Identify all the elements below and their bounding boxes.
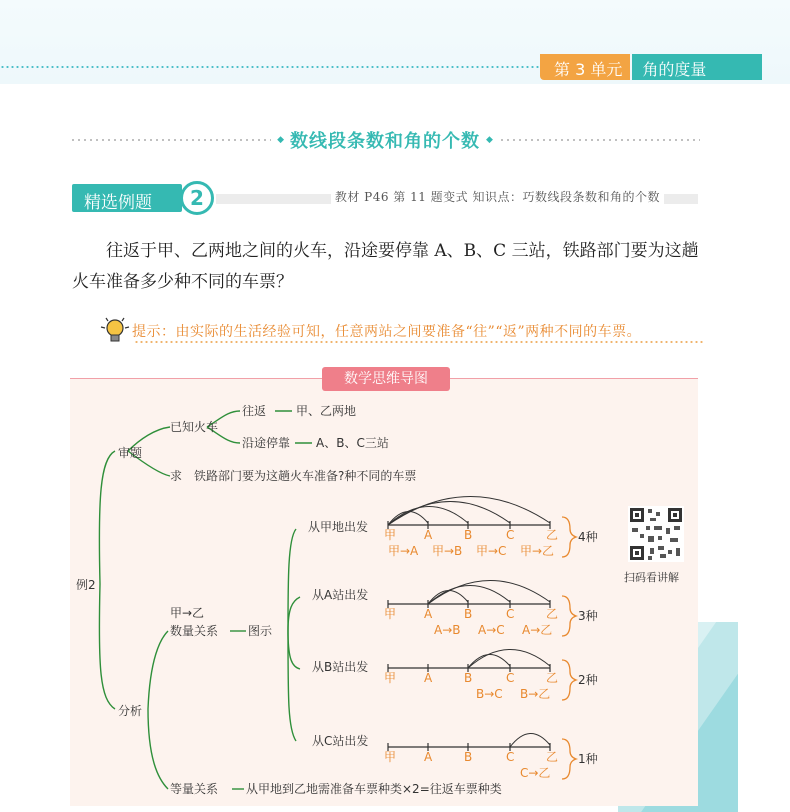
node-ask-text: 铁路部门要为这趟火车准备?种不同的车票 bbox=[194, 469, 417, 483]
count-c: 1种 bbox=[578, 752, 598, 766]
example-source-note: 教材 P46 第 11 题变式 知识点：巧数线段条数和角的个数 bbox=[331, 188, 664, 205]
node-stops: 沿途停靠 bbox=[242, 436, 291, 450]
route-arc-jia bbox=[388, 511, 428, 525]
route-label: A→乙 bbox=[522, 623, 553, 637]
mind-map-diagram bbox=[70, 379, 698, 807]
example-bar bbox=[72, 184, 698, 212]
route-label: 甲→B bbox=[432, 544, 463, 558]
section-dots-left bbox=[70, 139, 271, 141]
station-label: 乙 bbox=[546, 607, 559, 621]
example-number-badge: 2 bbox=[180, 181, 214, 215]
station-label: A bbox=[424, 607, 433, 621]
station-label: B bbox=[464, 528, 473, 542]
station-label: 甲 bbox=[384, 607, 397, 621]
mind-map-title: 数学思维导图 bbox=[322, 367, 450, 391]
hint-dotted-line bbox=[134, 341, 704, 343]
qr-label: 扫码看讲解 bbox=[624, 571, 679, 584]
brace-c bbox=[562, 739, 576, 779]
node-stops-detail: A、B、C三站 bbox=[316, 436, 389, 450]
count-b: 2种 bbox=[578, 673, 598, 687]
brace-b bbox=[562, 660, 576, 700]
node-equal-text: 从甲地到乙地需准备车票种类×2=往返车票种类 bbox=[246, 782, 502, 796]
route-label: B→C bbox=[476, 687, 503, 701]
lightbulb-icon bbox=[98, 315, 132, 347]
route-label: C→乙 bbox=[520, 766, 551, 780]
count-jia: 4种 bbox=[578, 530, 598, 544]
station-label: C bbox=[506, 528, 515, 542]
mind-map bbox=[70, 371, 698, 806]
section-title-text: 数线段条数和角的个数 bbox=[290, 131, 480, 152]
station-label: 乙 bbox=[546, 528, 559, 542]
node-from-a: 从A站出发 bbox=[312, 588, 369, 602]
node-ask-label: 求 bbox=[170, 469, 183, 483]
node-analysis: 分析 bbox=[118, 704, 143, 718]
station-label: B bbox=[464, 671, 473, 685]
station-label: 甲 bbox=[384, 528, 397, 542]
node-diagram: 图示 bbox=[248, 624, 273, 638]
problem-text: 往返于甲、乙两地之间的火车，沿途要停靠 A、B、C 三站，铁路部门要为这趟火车准备多少种不同的车票？ bbox=[72, 241, 699, 292]
node-equal-label: 等量关系 bbox=[170, 782, 219, 796]
hint-text: 提示：由实际的生活经验可知，任意两站之间要准备“往”“返”两种不同的车票。 bbox=[132, 324, 642, 340]
diamond-icon: ◆ bbox=[277, 135, 284, 145]
section-title bbox=[70, 128, 700, 152]
route-arc-b bbox=[468, 654, 510, 668]
station-label: B bbox=[464, 607, 473, 621]
route-arc-jia bbox=[388, 496, 550, 525]
route-label: 甲→乙 bbox=[520, 544, 555, 558]
route-arc-a bbox=[428, 585, 510, 604]
route-label: A→B bbox=[434, 623, 461, 637]
node-known: 已知火车 bbox=[170, 420, 219, 434]
station-label: 乙 bbox=[546, 671, 559, 685]
node-from-b: 从B站出发 bbox=[312, 660, 369, 674]
node-from-jia: 从甲地出发 bbox=[308, 520, 369, 534]
section-dots-right bbox=[499, 139, 700, 141]
route-label: A→C bbox=[478, 623, 505, 637]
node-from-c: 从C站出发 bbox=[312, 734, 369, 748]
route-tracks bbox=[384, 496, 598, 780]
station-label: B bbox=[464, 750, 473, 764]
station-label: 乙 bbox=[546, 750, 559, 764]
node-quantity: 数量关系 bbox=[170, 624, 219, 638]
station-label: C bbox=[506, 750, 515, 764]
station-label: C bbox=[506, 607, 515, 621]
root-label: 例2 bbox=[76, 578, 96, 592]
route-label: B→乙 bbox=[520, 687, 551, 701]
node-wangfan: 往返 bbox=[242, 404, 267, 418]
station-label: 甲 bbox=[384, 671, 397, 685]
station-label: C bbox=[506, 671, 515, 685]
station-label: A bbox=[424, 671, 433, 685]
route-arc-c bbox=[510, 733, 550, 747]
header-dotted-line bbox=[0, 66, 540, 68]
count-a: 3种 bbox=[578, 609, 598, 623]
qr-code-icon bbox=[628, 506, 684, 562]
brace-jia bbox=[562, 517, 576, 557]
node-shenti: 审题 bbox=[118, 446, 143, 460]
station-label: A bbox=[424, 750, 433, 764]
station-label: 甲 bbox=[384, 750, 397, 764]
hint bbox=[98, 315, 708, 347]
unit-name: 角的度量 bbox=[632, 54, 762, 80]
route-arc-a bbox=[428, 590, 468, 604]
unit-tab bbox=[540, 54, 762, 80]
route-label: 甲→A bbox=[388, 544, 419, 558]
diamond-icon: ◆ bbox=[486, 135, 493, 145]
route-arc-a bbox=[428, 580, 550, 604]
route-label: 甲→C bbox=[476, 544, 507, 558]
unit-number: 第 3 单元 bbox=[540, 54, 630, 80]
brace-a bbox=[562, 596, 576, 636]
node-wangfan-detail: 甲、乙两地 bbox=[296, 404, 357, 418]
node-jia-yi: 甲→乙 bbox=[170, 606, 205, 620]
station-label: A bbox=[424, 528, 433, 542]
example-label: 精选例题 bbox=[72, 184, 182, 212]
